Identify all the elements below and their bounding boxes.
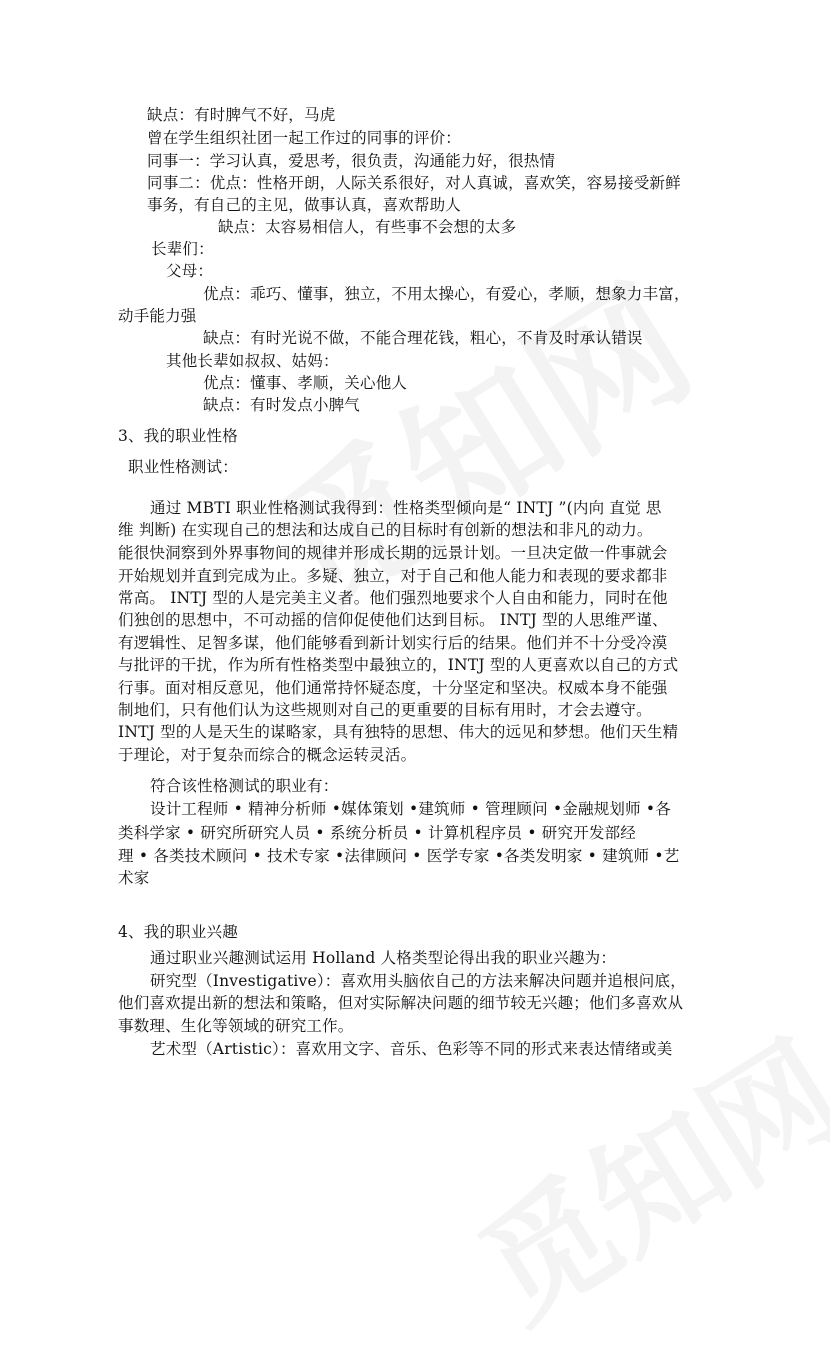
- text-line: 类科学家 • 研究所研究人员 • 系统分析员 • 计算机程序员 • 研究开发部经: [118, 824, 636, 842]
- text-line: 缺点：太容易相信人，有些事不会想的太多: [218, 218, 517, 236]
- text-line: 行事。面对相反意见，他们通常持怀疑态度，十分坚定和坚决。权威本身不能强: [118, 679, 668, 697]
- text-line: 缺点：有时脾气不好，马虎: [147, 106, 336, 124]
- text-line: 父母：: [166, 262, 214, 280]
- text-line: 术家: [118, 869, 150, 887]
- section-heading: 3、我的职业性格: [118, 427, 238, 445]
- text-line: INTJ 型的人是天生的谋略家，具有独特的思想、伟大的远见和梦想。他们天生精: [118, 723, 679, 741]
- text-line: 其他长辈如叔叔、姑妈：: [166, 352, 339, 370]
- text-line: 事数理、生化等领域的研究工作。: [118, 1017, 354, 1035]
- text-line: 符合该性格测试的职业有：: [150, 777, 339, 795]
- text-line: 曾在学生组织社团一起工作过的同事的评价：: [147, 129, 462, 147]
- text-line: 缺点：有时发点小脾气: [203, 396, 361, 414]
- text-line: 通过 MBTI 职业性格测试我得到：性格类型倾向是“ INTJ ”(内向 直觉 思: [150, 499, 662, 517]
- text-line: 缺点：有时光说不做，不能合理花钱，粗心，不肯及时承认错误: [203, 329, 643, 347]
- text-line: 于理论，对于复杂而综合的概念运转灵活。: [118, 746, 417, 764]
- text-line: 职业性格测试：: [128, 458, 238, 476]
- text-line: 事务，有自己的主见，做事认真，喜欢帮助人: [147, 196, 462, 214]
- text-line: 优点：乖巧、懂事，独立，不用太操心，有爱心，孝顺，想象力丰富，: [203, 285, 690, 303]
- text-line: 艺术型（Artistic）：喜欢用文字、音乐、色彩等不同的形式来表达情绪或美: [150, 1040, 673, 1058]
- text-line: 通过职业兴趣测试运用 Holland 人格类型论得出我的职业兴趣为：: [150, 949, 617, 967]
- text-line: 同事一：学习认真，爱思考，很负责，沟通能力好，很热情: [147, 152, 556, 170]
- text-line: 研究型（Investigative）：喜欢用头脑依自己的方法来解决问题并追根问底，: [150, 972, 686, 990]
- text-line: 同事二：优点：性格开朗，人际关系很好，对人真诚，喜欢笑，容易接受新鲜: [147, 174, 681, 192]
- text-line: 与批评的干扰，作为所有性格类型中最独立的，INTJ 型的人更喜欢以自己的方式: [118, 656, 679, 674]
- text-line: 能很快洞察到外界事物间的规律并形成长期的远景计划。一旦决定做一件事就会: [118, 544, 668, 562]
- text-line: 他们喜欢提出新的想法和策略，但对实际解决问题的细节较无兴趣；他们多喜欢从: [118, 994, 684, 1012]
- section-heading: 4、我的职业兴趣: [118, 923, 238, 941]
- text-line: 有逻辑性、足智多谋，他们能够看到新计划实行后的结果。他们并不十分受冷漠: [118, 634, 668, 652]
- text-line: 们独创的思想中，不可动摇的信仰促使他们达到目标。 INTJ 型的人思维严谨、: [118, 611, 668, 629]
- text-line: 理 • 各类技术顾问 • 技术专家 •法律顾问 • 医学专家 •各类发明家 • 建筑师 •艺: [118, 847, 680, 865]
- text-line: 制地们，只有他们认为这些规则对自己的更重要的目标有用时，才会去遵守。: [118, 701, 652, 719]
- text-line: 长辈们：: [151, 240, 214, 258]
- text-line: 动手能力强: [118, 307, 197, 325]
- text-line: 维 判断) 在实现自己的想法和达成自己的目标时有创新的想法和非凡的动力。: [118, 521, 653, 539]
- text-line: 开始规划并直到完成为止。多疑、独立，对于自己和他人能力和表现的要求都非: [118, 567, 668, 585]
- text-line: 设计工程师 • 精神分析师 •媒体策划 •建筑师 • 管理顾问 •金融规划师 •各: [150, 800, 671, 818]
- text-line: 常高。 INTJ 型的人是完美主义者。他们强烈地要求个人自由和能力，同时在他: [118, 589, 668, 607]
- text-line: 优点：懂事、孝顺，关心他人: [203, 374, 408, 392]
